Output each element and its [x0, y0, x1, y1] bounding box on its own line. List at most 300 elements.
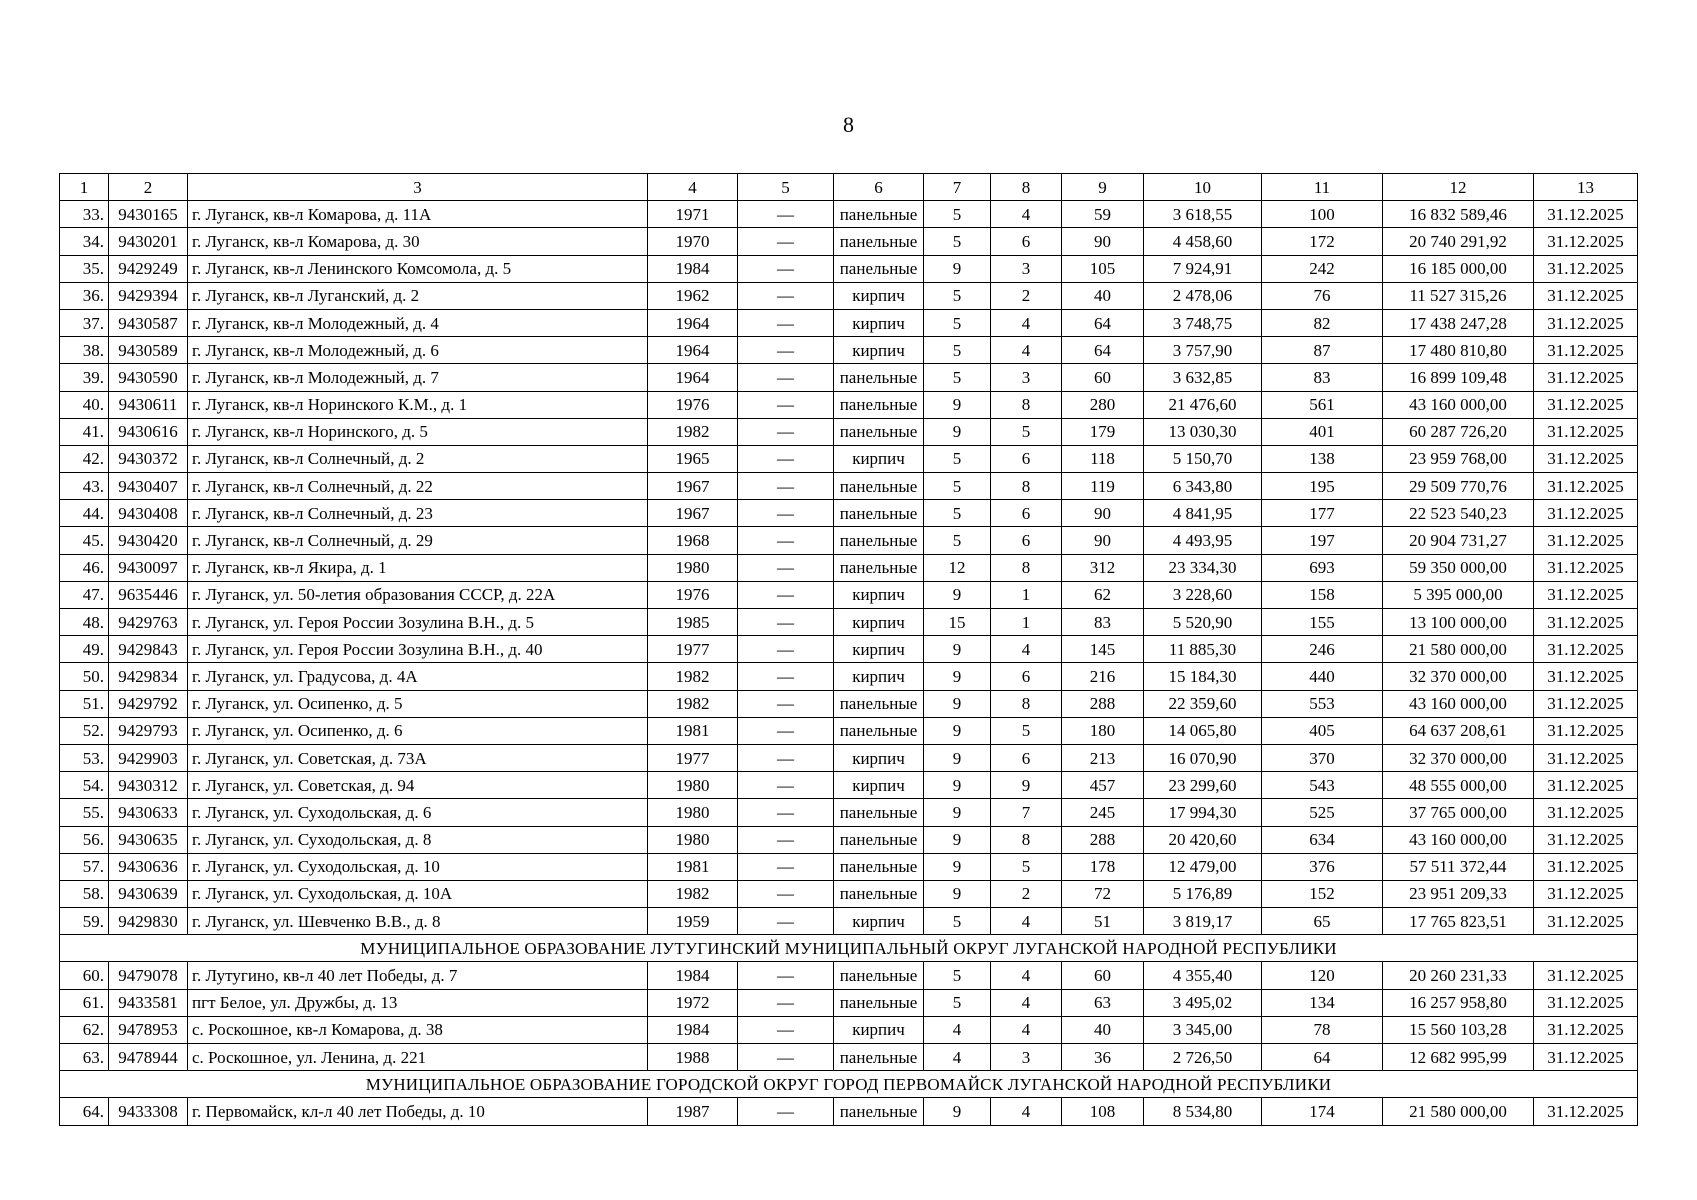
row-number-cell: 42. — [60, 445, 109, 472]
entrances-cell: 4 — [991, 908, 1062, 935]
dash-cell: — — [738, 609, 834, 636]
object-id-cell: 9429903 — [109, 744, 188, 771]
floors-cell: 9 — [924, 391, 991, 418]
wall-material-cell: панельные — [834, 690, 924, 717]
object-id-cell: 9479078 — [109, 962, 188, 989]
wall-material-cell: панельные — [834, 799, 924, 826]
dash-cell: — — [738, 690, 834, 717]
deadline-cell: 31.12.2025 — [1534, 418, 1638, 445]
deadline-cell: 31.12.2025 — [1534, 853, 1638, 880]
object-id-cell: 9430616 — [109, 418, 188, 445]
deadline-cell: 31.12.2025 — [1534, 255, 1638, 282]
floors-cell: 9 — [924, 880, 991, 907]
year-cell: 1959 — [648, 908, 738, 935]
dash-cell: — — [738, 228, 834, 255]
header-cell: 11 — [1262, 174, 1383, 201]
row-number-cell: 41. — [60, 418, 109, 445]
cost-cell: 60 287 726,20 — [1383, 418, 1534, 445]
cost-cell: 13 100 000,00 — [1383, 609, 1534, 636]
address-cell: г. Луганск, ул. Советская, д. 73А — [188, 744, 648, 771]
floors-cell: 9 — [924, 717, 991, 744]
entrances-cell: 4 — [991, 201, 1062, 228]
deadline-cell: 31.12.2025 — [1534, 228, 1638, 255]
floors-cell: 4 — [924, 1016, 991, 1043]
apartments-cell: 90 — [1062, 527, 1144, 554]
dash-cell: — — [738, 989, 834, 1016]
section-title: МУНИЦИПАЛЬНОЕ ОБРАЗОВАНИЕ ГОРОДСКОЙ ОКРУГ ГОРОД ПЕРВОМАЙСК ЛУГАНСКОЙ НАРОДНОЙ РЕСПУБЛИКИ — [60, 1071, 1638, 1098]
table-row — [60, 581, 1638, 608]
address-cell: г. Первомайск, кл-л 40 лет Победы, д. 10 — [188, 1098, 648, 1125]
row-number-cell: 49. — [60, 636, 109, 663]
floors-cell: 5 — [924, 228, 991, 255]
cost-cell: 57 511 372,44 — [1383, 853, 1534, 880]
apartments-cell: 60 — [1062, 364, 1144, 391]
year-cell: 1967 — [648, 473, 738, 500]
entrances-cell: 6 — [991, 527, 1062, 554]
deadline-cell: 31.12.2025 — [1534, 717, 1638, 744]
residents-cell: 561 — [1262, 391, 1383, 418]
address-cell: г. Луганск, ул. Героя России Зозулина В.Н., д. 40 — [188, 636, 648, 663]
object-id-cell: 9429249 — [109, 255, 188, 282]
area-cell: 4 841,95 — [1144, 500, 1262, 527]
dash-cell: — — [738, 636, 834, 663]
residents-cell: 370 — [1262, 744, 1383, 771]
entrances-cell: 8 — [991, 473, 1062, 500]
cost-cell: 17 438 247,28 — [1383, 309, 1534, 336]
entrances-cell: 4 — [991, 989, 1062, 1016]
residents-cell: 82 — [1262, 309, 1383, 336]
deadline-cell: 31.12.2025 — [1534, 636, 1638, 663]
deadline-cell: 31.12.2025 — [1534, 1098, 1638, 1125]
wall-material-cell: панельные — [834, 880, 924, 907]
residents-cell: 172 — [1262, 228, 1383, 255]
residents-cell: 543 — [1262, 772, 1383, 799]
dash-cell: — — [738, 663, 834, 690]
apartments-cell: 216 — [1062, 663, 1144, 690]
address-cell: г. Луганск, ул. Градусова, д. 4А — [188, 663, 648, 690]
wall-material-cell: кирпич — [834, 609, 924, 636]
cost-cell: 16 185 000,00 — [1383, 255, 1534, 282]
residents-cell: 65 — [1262, 908, 1383, 935]
wall-material-cell: панельные — [834, 1044, 924, 1071]
residents-cell: 246 — [1262, 636, 1383, 663]
row-number-cell: 51. — [60, 690, 109, 717]
wall-material-cell: кирпич — [834, 663, 924, 690]
dash-cell: — — [738, 1016, 834, 1043]
floors-cell: 5 — [924, 201, 991, 228]
dash-cell: — — [738, 391, 834, 418]
table-row — [60, 282, 1638, 309]
deadline-cell: 31.12.2025 — [1534, 1044, 1638, 1071]
residents-cell: 152 — [1262, 880, 1383, 907]
row-number-cell: 44. — [60, 500, 109, 527]
area-cell: 3 757,90 — [1144, 337, 1262, 364]
row-number-cell: 43. — [60, 473, 109, 500]
wall-material-cell: кирпич — [834, 908, 924, 935]
entrances-cell: 9 — [991, 772, 1062, 799]
area-cell: 4 493,95 — [1144, 527, 1262, 554]
object-id-cell: 9430639 — [109, 880, 188, 907]
year-cell: 1970 — [648, 228, 738, 255]
floors-cell: 9 — [924, 581, 991, 608]
cost-cell: 20 740 291,92 — [1383, 228, 1534, 255]
year-cell: 1976 — [648, 391, 738, 418]
residents-cell: 87 — [1262, 337, 1383, 364]
dash-cell: — — [738, 255, 834, 282]
cost-cell: 43 160 000,00 — [1383, 690, 1534, 717]
row-number-cell: 34. — [60, 228, 109, 255]
object-id-cell: 9430611 — [109, 391, 188, 418]
wall-material-cell: панельные — [834, 473, 924, 500]
deadline-cell: 31.12.2025 — [1534, 282, 1638, 309]
wall-material-cell: панельные — [834, 201, 924, 228]
year-cell: 1984 — [648, 962, 738, 989]
cost-cell: 43 160 000,00 — [1383, 391, 1534, 418]
object-id-cell: 9478953 — [109, 1016, 188, 1043]
entrances-cell: 2 — [991, 282, 1062, 309]
entrances-cell: 4 — [991, 636, 1062, 663]
floors-cell: 9 — [924, 418, 991, 445]
apartments-cell: 288 — [1062, 690, 1144, 717]
table-row — [60, 1098, 1638, 1125]
wall-material-cell: панельные — [834, 391, 924, 418]
dash-cell: — — [738, 908, 834, 935]
header-cell: 8 — [991, 174, 1062, 201]
residents-cell: 525 — [1262, 799, 1383, 826]
deadline-cell: 31.12.2025 — [1534, 364, 1638, 391]
table-row — [60, 391, 1638, 418]
area-cell: 2 478,06 — [1144, 282, 1262, 309]
object-id-cell: 9430312 — [109, 772, 188, 799]
row-number-cell: 61. — [60, 989, 109, 1016]
address-cell: г. Луганск, ул. Героя России Зозулина В.Н., д. 5 — [188, 609, 648, 636]
cost-cell: 5 395 000,00 — [1383, 581, 1534, 608]
wall-material-cell: панельные — [834, 962, 924, 989]
deadline-cell: 31.12.2025 — [1534, 772, 1638, 799]
object-id-cell: 9430590 — [109, 364, 188, 391]
header-cell: 7 — [924, 174, 991, 201]
entrances-cell: 4 — [991, 309, 1062, 336]
object-id-cell: 9430407 — [109, 473, 188, 500]
year-cell: 1987 — [648, 1098, 738, 1125]
row-number-cell: 48. — [60, 609, 109, 636]
object-id-cell: 9478944 — [109, 1044, 188, 1071]
deadline-cell: 31.12.2025 — [1534, 908, 1638, 935]
address-cell: г. Луганск, ул. Шевченко В.В., д. 8 — [188, 908, 648, 935]
residents-cell: 693 — [1262, 554, 1383, 581]
residents-cell: 120 — [1262, 962, 1383, 989]
header-cell: 12 — [1383, 174, 1534, 201]
wall-material-cell: панельные — [834, 989, 924, 1016]
cost-cell: 21 580 000,00 — [1383, 1098, 1534, 1125]
apartments-cell: 178 — [1062, 853, 1144, 880]
residents-cell: 634 — [1262, 826, 1383, 853]
deadline-cell: 31.12.2025 — [1534, 799, 1638, 826]
year-cell: 1982 — [648, 418, 738, 445]
entrances-cell: 4 — [991, 1098, 1062, 1125]
dash-cell: — — [738, 853, 834, 880]
address-cell: г. Луганск, ул. Советская, д. 94 — [188, 772, 648, 799]
apartments-cell: 145 — [1062, 636, 1144, 663]
year-cell: 1968 — [648, 527, 738, 554]
header-cell: 3 — [188, 174, 648, 201]
area-cell: 11 885,30 — [1144, 636, 1262, 663]
year-cell: 1971 — [648, 201, 738, 228]
deadline-cell: 31.12.2025 — [1534, 391, 1638, 418]
header-cell: 4 — [648, 174, 738, 201]
residents-cell: 195 — [1262, 473, 1383, 500]
year-cell: 1985 — [648, 609, 738, 636]
dash-cell: — — [738, 473, 834, 500]
header-cell: 13 — [1534, 174, 1638, 201]
object-id-cell: 9430165 — [109, 201, 188, 228]
area-cell: 3 495,02 — [1144, 989, 1262, 1016]
wall-material-cell: панельные — [834, 853, 924, 880]
year-cell: 1964 — [648, 337, 738, 364]
address-cell: с. Роскошное, кв-л Комарова, д. 38 — [188, 1016, 648, 1043]
deadline-cell: 31.12.2025 — [1534, 609, 1638, 636]
cost-cell: 21 580 000,00 — [1383, 636, 1534, 663]
residents-cell: 158 — [1262, 581, 1383, 608]
area-cell: 5 150,70 — [1144, 445, 1262, 472]
row-number-cell: 39. — [60, 364, 109, 391]
year-cell: 1980 — [648, 772, 738, 799]
row-number-cell: 40. — [60, 391, 109, 418]
row-number-cell: 35. — [60, 255, 109, 282]
wall-material-cell: кирпич — [834, 309, 924, 336]
year-cell: 1964 — [648, 309, 738, 336]
row-number-cell: 37. — [60, 309, 109, 336]
residents-cell: 242 — [1262, 255, 1383, 282]
object-id-cell: 9429843 — [109, 636, 188, 663]
row-number-cell: 58. — [60, 880, 109, 907]
cost-cell: 37 765 000,00 — [1383, 799, 1534, 826]
floors-cell: 5 — [924, 282, 991, 309]
table-row — [60, 609, 1638, 636]
floors-cell: 12 — [924, 554, 991, 581]
table-row — [60, 1016, 1638, 1043]
table-row — [60, 445, 1638, 472]
residents-cell: 76 — [1262, 282, 1383, 309]
cost-cell: 16 257 958,80 — [1383, 989, 1534, 1016]
address-cell: г. Лутугино, кв-л 40 лет Победы, д. 7 — [188, 962, 648, 989]
dash-cell: — — [738, 799, 834, 826]
deadline-cell: 31.12.2025 — [1534, 690, 1638, 717]
residents-cell: 138 — [1262, 445, 1383, 472]
address-cell: г. Луганск, кв-л Молодежный, д. 4 — [188, 309, 648, 336]
apartments-cell: 63 — [1062, 989, 1144, 1016]
dash-cell: — — [738, 1044, 834, 1071]
row-number-cell: 60. — [60, 962, 109, 989]
cost-cell: 32 370 000,00 — [1383, 744, 1534, 771]
area-cell: 15 184,30 — [1144, 663, 1262, 690]
floors-cell: 5 — [924, 445, 991, 472]
address-cell: пгт Белое, ул. Дружбы, д. 13 — [188, 989, 648, 1016]
row-number-cell: 36. — [60, 282, 109, 309]
dash-cell: — — [738, 772, 834, 799]
object-id-cell: 9635446 — [109, 581, 188, 608]
dash-cell: — — [738, 337, 834, 364]
address-cell: г. Луганск, кв-л Солнечный, д. 22 — [188, 473, 648, 500]
deadline-cell: 31.12.2025 — [1534, 989, 1638, 1016]
floors-cell: 5 — [924, 309, 991, 336]
address-cell: г. Луганск, кв-л Комарова, д. 30 — [188, 228, 648, 255]
row-number-cell: 53. — [60, 744, 109, 771]
table-row — [60, 989, 1638, 1016]
header-cell: 5 — [738, 174, 834, 201]
floors-cell: 9 — [924, 255, 991, 282]
table-row — [60, 853, 1638, 880]
wall-material-cell: кирпич — [834, 772, 924, 799]
row-number-cell: 38. — [60, 337, 109, 364]
wall-material-cell: панельные — [834, 554, 924, 581]
dash-cell: — — [738, 527, 834, 554]
object-id-cell: 9430636 — [109, 853, 188, 880]
row-number-cell: 54. — [60, 772, 109, 799]
floors-cell: 9 — [924, 636, 991, 663]
wall-material-cell: панельные — [834, 255, 924, 282]
residents-cell: 100 — [1262, 201, 1383, 228]
entrances-cell: 4 — [991, 1016, 1062, 1043]
residents-cell: 155 — [1262, 609, 1383, 636]
deadline-cell: 31.12.2025 — [1534, 663, 1638, 690]
wall-material-cell: панельные — [834, 500, 924, 527]
cost-cell: 17 480 810,80 — [1383, 337, 1534, 364]
residents-cell: 83 — [1262, 364, 1383, 391]
residents-cell: 405 — [1262, 717, 1383, 744]
table-row — [60, 826, 1638, 853]
year-cell: 1981 — [648, 853, 738, 880]
residents-cell: 174 — [1262, 1098, 1383, 1125]
entrances-cell: 6 — [991, 663, 1062, 690]
area-cell: 5 176,89 — [1144, 880, 1262, 907]
apartments-cell: 108 — [1062, 1098, 1144, 1125]
object-id-cell: 9430587 — [109, 309, 188, 336]
table-row — [60, 636, 1638, 663]
area-cell: 3 819,17 — [1144, 908, 1262, 935]
table-row — [60, 663, 1638, 690]
floors-cell: 5 — [924, 908, 991, 935]
wall-material-cell: кирпич — [834, 337, 924, 364]
area-cell: 20 420,60 — [1144, 826, 1262, 853]
deadline-cell: 31.12.2025 — [1534, 309, 1638, 336]
header-cell: 6 — [834, 174, 924, 201]
table-row — [60, 880, 1638, 907]
object-id-cell: 9429830 — [109, 908, 188, 935]
page-number: 8 — [843, 112, 854, 137]
year-cell: 1972 — [648, 989, 738, 1016]
table-row — [60, 554, 1638, 581]
residents-cell: 78 — [1262, 1016, 1383, 1043]
entrances-cell: 5 — [991, 853, 1062, 880]
wall-material-cell: кирпич — [834, 1016, 924, 1043]
residents-cell: 197 — [1262, 527, 1383, 554]
area-cell: 8 534,80 — [1144, 1098, 1262, 1125]
area-cell: 3 345,00 — [1144, 1016, 1262, 1043]
apartments-cell: 72 — [1062, 880, 1144, 907]
table-row — [60, 309, 1638, 336]
object-id-cell: 9430408 — [109, 500, 188, 527]
year-cell: 1964 — [648, 364, 738, 391]
dash-cell: — — [738, 744, 834, 771]
table-row — [60, 500, 1638, 527]
entrances-cell: 5 — [991, 418, 1062, 445]
apartments-cell: 118 — [1062, 445, 1144, 472]
apartments-cell: 62 — [1062, 581, 1144, 608]
apartments-cell: 179 — [1062, 418, 1144, 445]
entrances-cell: 2 — [991, 880, 1062, 907]
object-id-cell: 9430420 — [109, 527, 188, 554]
apartments-cell: 51 — [1062, 908, 1144, 935]
object-id-cell: 9430372 — [109, 445, 188, 472]
deadline-cell: 31.12.2025 — [1534, 337, 1638, 364]
table-row — [60, 228, 1638, 255]
entrances-cell: 3 — [991, 364, 1062, 391]
address-cell: г. Луганск, кв-л Норинского К.М., д. 1 — [188, 391, 648, 418]
residents-cell: 376 — [1262, 853, 1383, 880]
dash-cell: — — [738, 581, 834, 608]
area-cell: 14 065,80 — [1144, 717, 1262, 744]
area-cell: 12 479,00 — [1144, 853, 1262, 880]
apartments-cell: 105 — [1062, 255, 1144, 282]
deadline-cell: 31.12.2025 — [1534, 962, 1638, 989]
year-cell: 1980 — [648, 554, 738, 581]
address-cell: г. Луганск, ул. Осипенко, д. 6 — [188, 717, 648, 744]
address-cell: г. Луганск, ул. 50-летия образования СССР, д. 22А — [188, 581, 648, 608]
cost-cell: 20 904 731,27 — [1383, 527, 1534, 554]
floors-cell: 9 — [924, 663, 991, 690]
apartments-cell: 457 — [1062, 772, 1144, 799]
cost-cell: 43 160 000,00 — [1383, 826, 1534, 853]
dash-cell: — — [738, 962, 834, 989]
wall-material-cell: панельные — [834, 527, 924, 554]
object-id-cell: 9429763 — [109, 609, 188, 636]
address-cell: г. Луганск, ул. Суходольская, д. 10А — [188, 880, 648, 907]
entrances-cell: 8 — [991, 391, 1062, 418]
year-cell: 1981 — [648, 717, 738, 744]
floors-cell: 5 — [924, 473, 991, 500]
table-row — [60, 337, 1638, 364]
floors-cell: 5 — [924, 989, 991, 1016]
area-cell: 21 476,60 — [1144, 391, 1262, 418]
area-cell: 16 070,90 — [1144, 744, 1262, 771]
wall-material-cell: кирпич — [834, 636, 924, 663]
entrances-cell: 3 — [991, 255, 1062, 282]
dash-cell: — — [738, 554, 834, 581]
address-cell: г. Луганск, ул. Суходольская, д. 10 — [188, 853, 648, 880]
dash-cell: — — [738, 364, 834, 391]
address-cell: г. Луганск, кв-л Солнечный, д. 2 — [188, 445, 648, 472]
entrances-cell: 4 — [991, 962, 1062, 989]
object-id-cell: 9429834 — [109, 663, 188, 690]
year-cell: 1982 — [648, 880, 738, 907]
entrances-cell: 8 — [991, 826, 1062, 853]
cost-cell: 29 509 770,76 — [1383, 473, 1534, 500]
cost-cell: 15 560 103,28 — [1383, 1016, 1534, 1043]
wall-material-cell: панельные — [834, 418, 924, 445]
address-cell: г. Луганск, кв-л Якира, д. 1 — [188, 554, 648, 581]
row-number-cell: 47. — [60, 581, 109, 608]
address-cell: г. Луганск, кв-л Молодежный, д. 6 — [188, 337, 648, 364]
cost-cell: 23 951 209,33 — [1383, 880, 1534, 907]
floors-cell: 5 — [924, 500, 991, 527]
deadline-cell: 31.12.2025 — [1534, 473, 1638, 500]
cost-cell: 17 765 823,51 — [1383, 908, 1534, 935]
row-number-cell: 55. — [60, 799, 109, 826]
apartments-cell: 64 — [1062, 337, 1144, 364]
row-number-cell: 63. — [60, 1044, 109, 1071]
dash-cell: — — [738, 201, 834, 228]
